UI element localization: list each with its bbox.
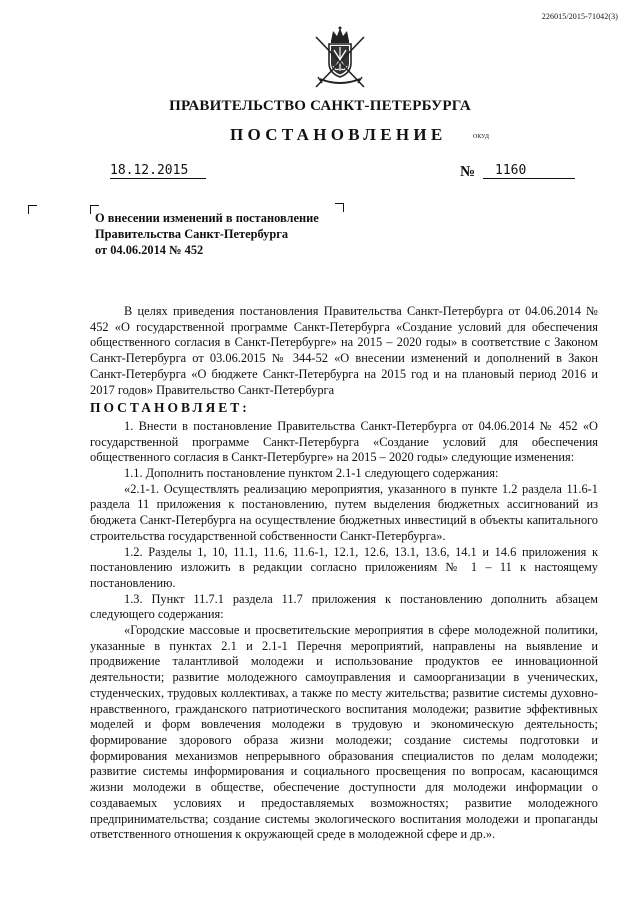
number-sign: № (460, 164, 476, 180)
paragraph-1-2: 1.2. Разделы 1, 10, 11.1, 11.6, 11.6-1, 12.1, 12.6, 13.1, 13.6, 14.1 и 14.6 приложения к постановлению изложить в редакции согласно приложениям № 1 – 11 к настоящему постановлению. (90, 544, 598, 590)
document-type: ПОСТАНОВЛЕНИЕ (230, 125, 447, 144)
document-body (90, 304, 598, 843)
government-title: ПРАВИТЕЛЬСТВО САНКТ-ПЕТЕРБУРГА (169, 98, 471, 114)
subject-line-1: О внесении изменений в постановление (95, 211, 319, 225)
subject-line-2: Правительства Санкт-Петербурга (95, 227, 289, 241)
document-date: 18.12.2015 (110, 163, 206, 179)
document-number-value: 1160 (483, 163, 575, 179)
document-subject (95, 210, 319, 258)
paragraph-1-1-text: «2.1-1. Осуществлять реализацию мероприятия, указанного в пункте 1.2 раздела 11.6-1 раздела 11 приложения к постановлению, путем выделения бюджетных ассигнований из бюджета Санкт-Петербурга на осуществление бюджетных инвестиций в объекты капитального строительства государственной собственности Санкт-Петербурга». (90, 481, 598, 543)
subject-line-3: от 04.06.2014 № 452 (95, 243, 204, 257)
coat-of-arms-icon (304, 25, 376, 91)
decree-word: ПОСТАНОВЛЯЕТ: (90, 400, 250, 416)
paragraph-1: 1. Внести в постановление Правительства Санкт-Петербурга от 04.06.2014 № 452 «О государственной программе Санкт-Петербурга «Создание условий для обеспечения общественного согласия в Санкт-Петербурге» на 2015 – 2020 годы» следующие изменения: (90, 418, 598, 465)
okud-label: ОКУД (473, 134, 489, 140)
preamble-paragraph: В целях приведения постановления Правительства Санкт-Петербурга от 04.06.2014 № 452 «О государственной программе Санкт-Петербурга «Создание условий для обеспечения общественного согласия в Санкт-Петербурге» на 2015 – 2020 годы» в соответствие с Законом Санкт-Петербурга от 03.06.2015 № 344-52 «О внесении изменений и дополнений в Закон Санкт-Петербурга «О бюджете Санкт-Петербурга на 2015 год и на плановый период 2016 и 2017 годов» Правительство Санкт-Петербурга (90, 304, 598, 397)
paragraph-1-3-text: «Городские массовые и просветительские мероприятия в сфере молодежной политики, указанные в пунктах 2.1 и 2.1-1 Перечня мероприятий, направлены на выявление и продвижение талантливой молодежи и использование продуктов ее инновационной деятельности; развитие молодежного самоуправления и самоорганизации в ученических, студенческих, трудовых коллективах, а также по месту жительства; развитие системы духовно-нравственного, гражданского патриотического воспитания молодежи; развитие эффективных моделей и форм вовлечения молодежи в трудовую и экономическую деятельность; формирование здорового образа жизни молодежи; создание системы подготовки и формирования механизмов непрерывного образования специалистов по делам молодежи; развитие системы информирования и социального просвещения по вопросам, касающимся жизни молодежи в обществе, обеспечение доступности для молодежи информации о создаваемых условиях и предоставляемых возможностях; развитие молодежного предпринимательства; создание системы экологического воспитания молодежи и пропаганды ответственного отношения к окружающей среде в молодежной сфере и др.». (90, 623, 598, 842)
document-number: 226015/2015-71042(3) (541, 12, 618, 21)
paragraph-1-3: 1.3. Пункт 11.7.1 раздела 11.7 приложения к постановлению дополнить абзацем следующего содержания: (90, 591, 598, 622)
subject-corner-right (335, 203, 344, 212)
margin-corner-mark (28, 205, 37, 214)
paragraph-1-1: 1.1. Дополнить постановление пунктом 2.1-1 следующего содержания: (124, 466, 499, 481)
